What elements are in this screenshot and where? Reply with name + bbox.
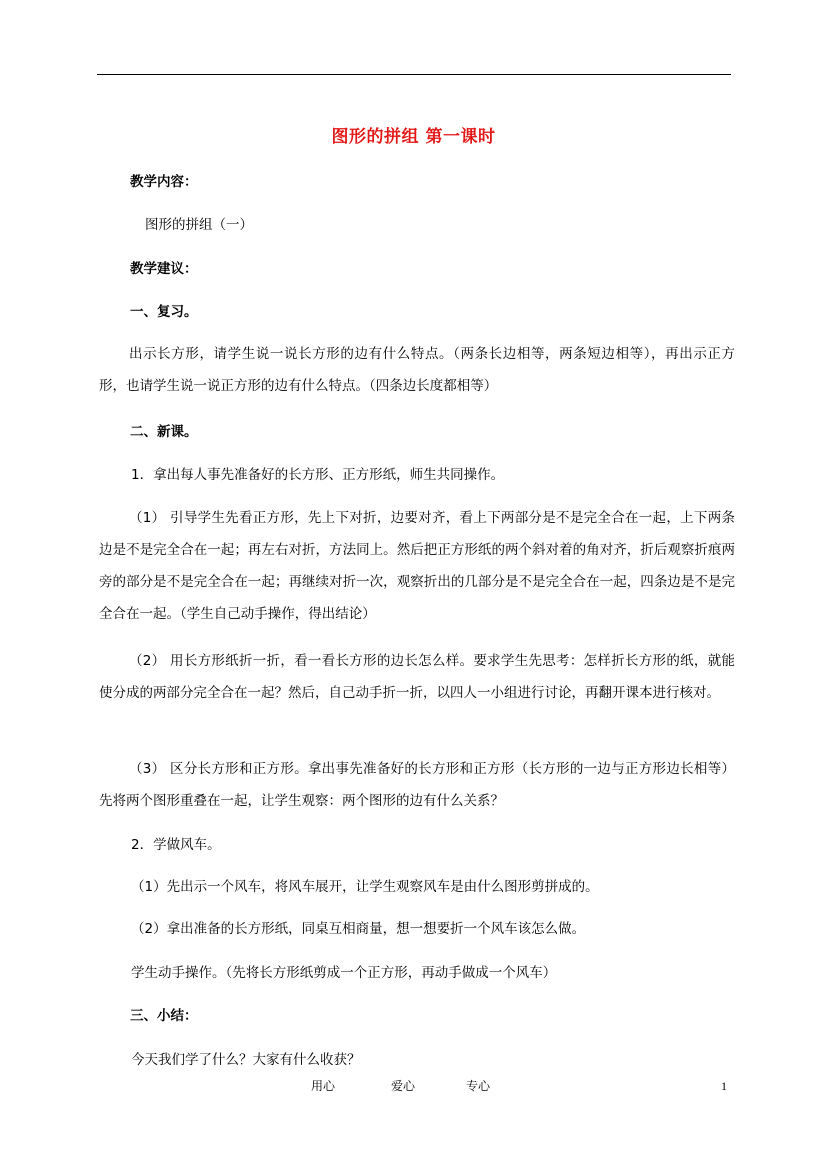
sub-item-1: （1） 引导学生先看正方形，先上下对折，边要对齐，看上下两部分是不是完全合在一起，上下两条边是不是完全合在一起；再左右对折，方法同上。然后把正方形纸的两个斜对着的角对齐，折后观察折痕两旁的部分是不是完全合在一起；再继续对折一次，观察折出的几部分是不是完全合在一起，四条边是不是完全合在一起。（学生自己动手操作，得出结论） [99,510,735,622]
page-title: 图形的拼组 第一课时 [331,127,496,147]
footer-motto-1: 用心 [311,1079,336,1093]
summary-text: 今天我们学了什么？大家有什么收获？ [131,1052,361,1068]
review-heading: 一、复习。 [130,304,198,320]
page-number: 1 [721,1079,727,1093]
windmill-step-1: （1）先出示一个风车，将风车展开，让学生观察风车是由什么图形剪拼成的。 [131,879,599,895]
windmill-step-3: 学生动手操作。（先将长方形纸剪成一个正方形，再动手做成一个风车） [131,965,557,981]
new-item-1: 1．拿出每人事先准备好的长方形、正方形纸，师生共同操作。 [131,467,505,483]
review-paragraph: 出示长方形，请学生说一说长方形的边有什么特点。（两条长边相等，两条短边相等），再出示正方形，也请学生说一说正方形的边有什么特点。（四条边长度都相等） [99,346,735,394]
footer-motto-3: 专心 [466,1079,491,1093]
content-text: 图形的拼组（一） [145,217,253,233]
new-lesson-heading: 二、新课。 [130,424,198,440]
footer-motto-2: 爱心 [391,1079,416,1093]
suggest-heading: 教学建议： [130,261,198,277]
new-item-2: 2．学做风车。 [131,837,221,853]
windmill-step-2: （2）拿出准备的长方形纸，同桌互相商量，想一想要折一个风车该怎么做。 [131,921,586,937]
sub-item-3: （3） 区分长方形和正方形。拿出事先准备好的长方形和正方形（长方形的一边与正方形边长相等）先将两个图形重叠在一起，让学生观察：两个图形的边有什么关系？ [99,761,735,809]
summary-heading: 三、小结： [130,1008,198,1024]
header-rule [97,74,731,75]
sub-item-2: （2） 用长方形纸折一折，看一看长方形的边长怎么样。要求学生先思考：怎样折长方形的纸，就能使分成的两部分完全合在一起？然后，自己动手折一折，以四人一小组进行讨论，再翻开课本进行核对。 [99,653,735,701]
content-heading: 教学内容： [130,174,198,190]
